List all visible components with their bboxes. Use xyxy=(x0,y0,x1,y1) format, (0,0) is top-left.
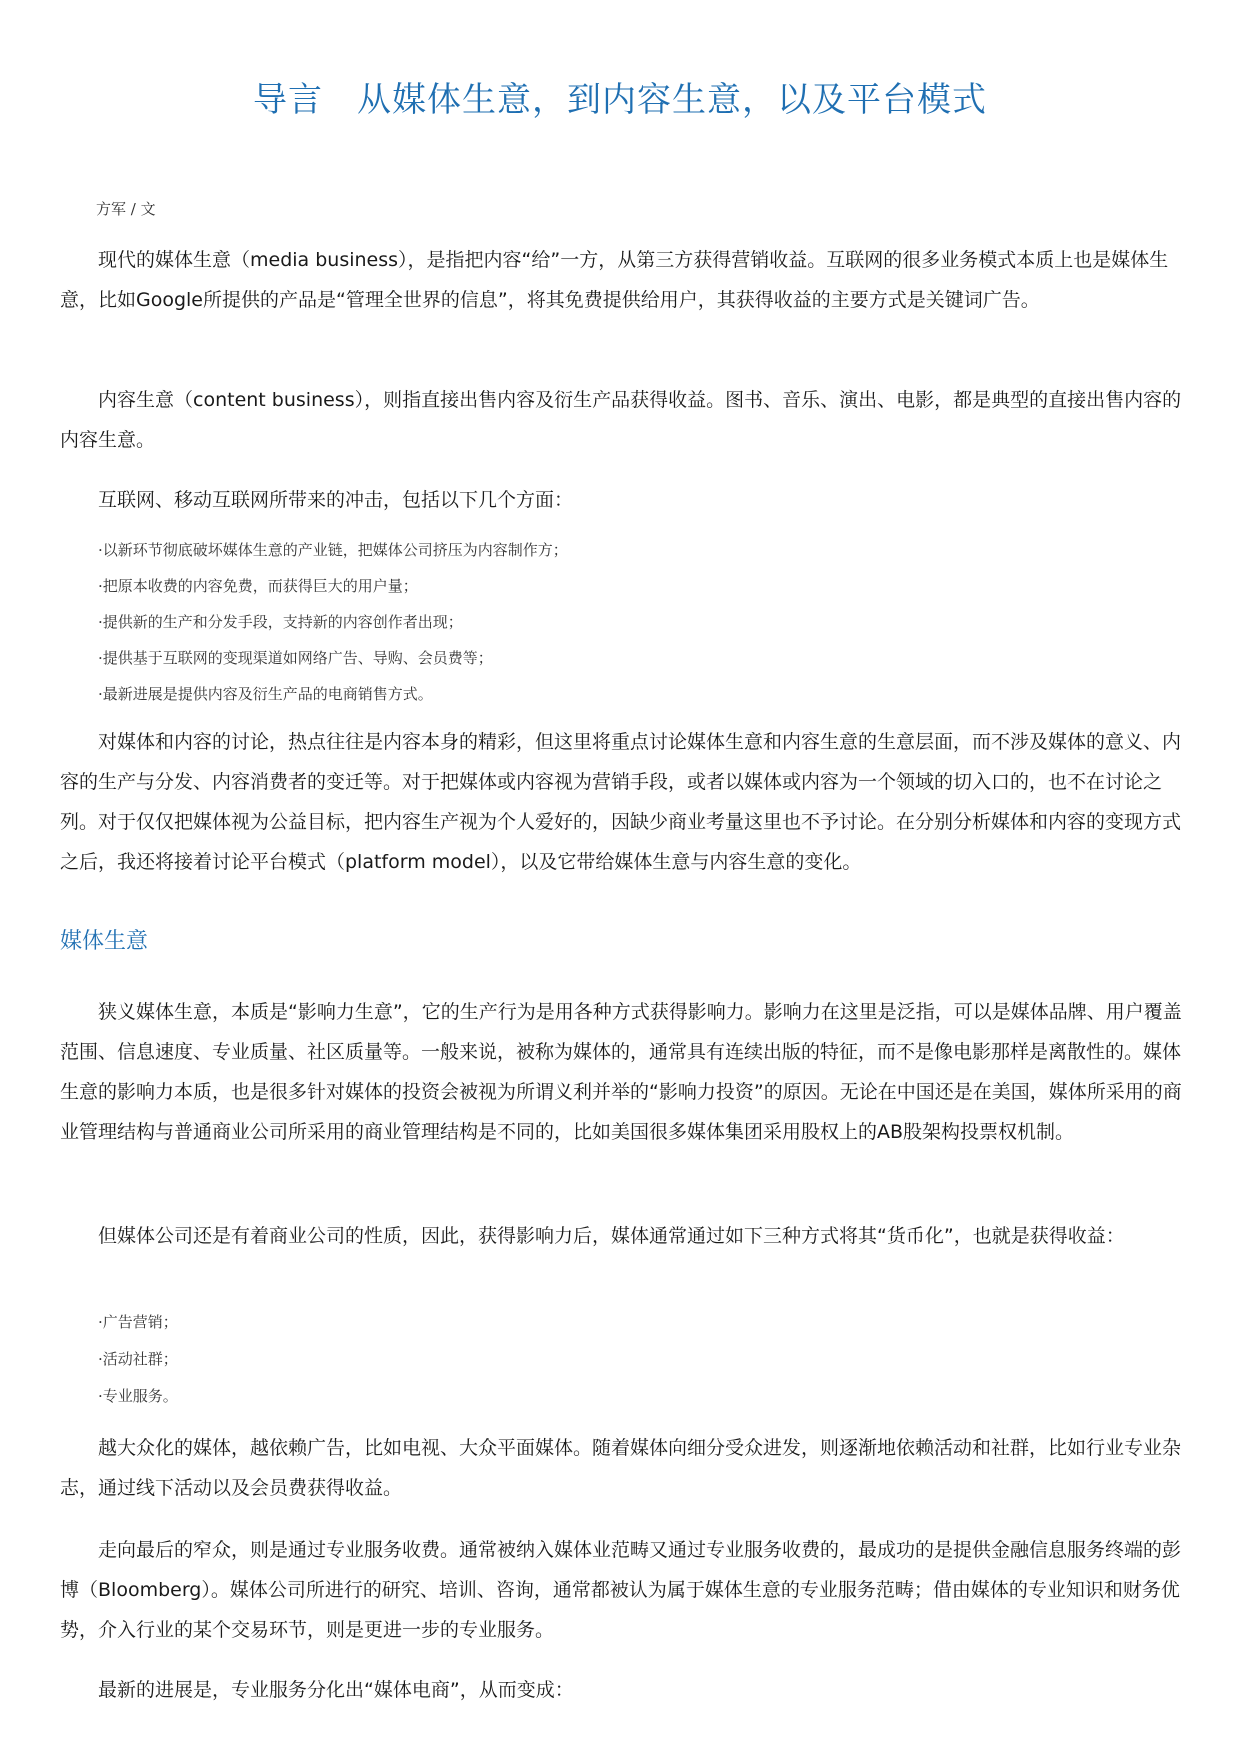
list-item: ·提供基于互联网的变现渠道如网络广告、导购、会员费等； xyxy=(98,649,493,667)
paragraph-media-ecommerce: 最新的进展是，专业服务分化出“媒体电商”，从而变成： xyxy=(98,1679,574,1701)
list-item: ·广告营销； xyxy=(98,1313,178,1331)
paragraph-discussion-scope: 对媒体和内容的讨论，热点往往是内容本身的精彩，但这里将重点讨论媒体生意和内容生意的生意层面，而不涉及媒体的意义、内容的生产与分发、内容消费者的变迁等。对于把媒体或内容视为营销手段，或者以媒体或内容为一个领域的切入口的，也不在讨论之列。对于仅仅把媒体视为公益目标，把内容生产视为个人爱好的，因缺少商业考量这里也不予讨论。在分别分析媒体和内容的变现方式之后，我还将接着讨论平台模式（platform model），以及它带给媒体生意与内容生意的变化。 xyxy=(60,731,1182,873)
list-item: ·把原本收费的内容免费，而获得巨大的用户量； xyxy=(98,577,418,595)
page-title xyxy=(60,72,1180,121)
author-byline: 方军 / 文 xyxy=(96,200,156,218)
paragraph-content-business: 内容生意（content business），则指直接出售内容及衍生产品获得收益。图书、音乐、演出、电影，都是典型的直接出售内容的内容生意。 xyxy=(60,389,1182,451)
section-heading-media-business: 媒体生意 xyxy=(60,929,149,954)
paragraph-internet-impact: 互联网、移动互联网所带来的冲击，包括以下几个方面： xyxy=(98,489,574,511)
monetization-list xyxy=(98,1304,178,1415)
list-item: ·专业服务。 xyxy=(98,1387,178,1405)
list-item: ·最新进展是提供内容及衍生产品的电商销售方式。 xyxy=(98,685,433,703)
list-item: ·提供新的生产和分发手段，支持新的内容创作者出现； xyxy=(98,613,463,631)
paragraph-media-business: 现代的媒体生意（media business），是指把内容“给”一方，从第三方获得营销收益。互联网的很多业务模式本质上也是媒体生意，比如Google所提供的产品是“管理全世界的信息”，将其免费提供给用户，其获得收益的主要方式是关键词广告。 xyxy=(60,249,1169,311)
title-prefix: 导言 xyxy=(253,80,323,120)
paragraph-influence-business: 狭义媒体生意，本质是“影响力生意”，它的生产行为是用各种方式获得影响力。影响力在这里是泛指，可以是媒体品牌、用户覆盖范围、信息速度、专业质量、社区质量等。一般来说，被称为媒体的，通常具有连续出版的特征，而不是像电影那样是离散性的。媒体生意的影响力本质，也是很多针对媒体的投资会被视为所谓义利并举的“影响力投资”的原因。无论在中国还是在美国，媒体所采用的商业管理结构与普通商业公司所采用的商业管理结构是不同的，比如美国很多媒体集团采用股权上的AB股架构投票权机制。 xyxy=(60,1001,1182,1143)
paragraph-mass-media: 越大众化的媒体，越依赖广告，比如电视、大众平面媒体。随着媒体向细分受众进发，则逐渐地依赖活动和社群，比如行业专业杂志，通过线下活动以及会员费获得收益。 xyxy=(60,1437,1182,1499)
paragraph-professional-services: 走向最后的窄众，则是通过专业服务收费。通常被纳入媒体业范畴又通过专业服务收费的，最成功的是提供金融信息服务终端的彭博（Bloomberg）。媒体公司所进行的研究、培训、咨询，通常都被认为属于媒体生意的专业服务范畴；借由媒体的专业知识和财务优势，介入行业的某个交易环节，则是更进一步的专业服务。 xyxy=(60,1539,1182,1641)
paragraph-monetization: 但媒体公司还是有着商业公司的性质，因此，获得影响力后，媒体通常通过如下三种方式将其“货币化”，也就是获得收益： xyxy=(98,1225,1125,1247)
title-main: 从媒体生意，到内容生意，以及平台模式 xyxy=(357,80,987,120)
list-item: ·以新环节彻底破坏媒体生意的产业链，把媒体公司挤压为内容制作方； xyxy=(98,541,568,559)
list-item: ·活动社群； xyxy=(98,1350,178,1368)
impact-list xyxy=(98,532,568,712)
